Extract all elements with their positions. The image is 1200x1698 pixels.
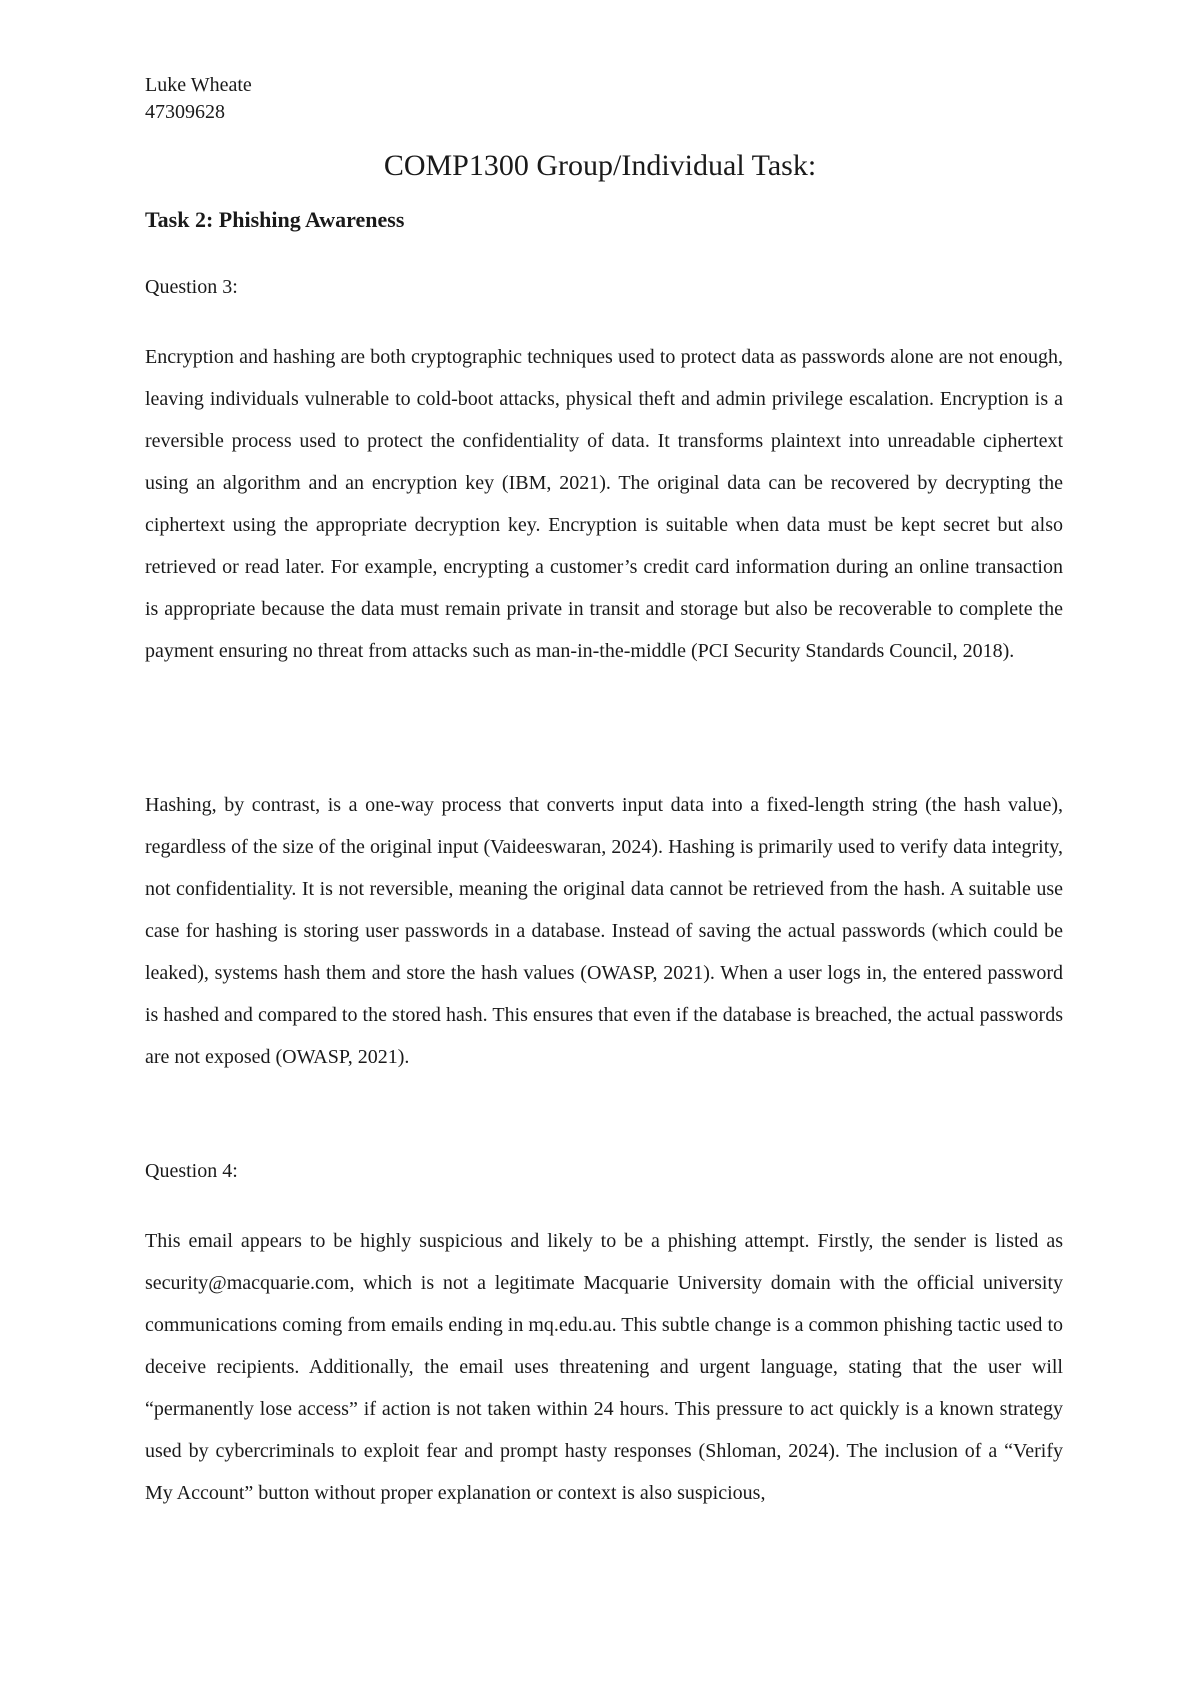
question-3-label: Question 3: [145, 276, 238, 298]
task-heading: Task 2: Phishing Awareness [145, 207, 405, 232]
question-4-label: Question 4: [145, 1160, 238, 1182]
student-id: 47309628 [145, 101, 225, 123]
question-3-paragraph-2: Hashing, by contrast, is a one-way process that converts input data into a fixed-length string (the hash value), regardless of the size of the original input (Vaideeswaran, 2024). Hashing is primarily used to verify data integrity, not confidentiality. It is not reversible, meaning the original data cannot be retrieved from the hash. A suitable use case for hashing is storing user passwords in a database. Instead of saving the actual passwords (which could be leaked), systems hash them and store the hash values (OWASP, 2021). When a user logs in, the entered password is hashed and compared to the stored hash. This ensures that even if the database is breached, the actual passwords are not exposed (OWASP, 2021). [145, 794, 1063, 1068]
author-name: Luke Wheate [145, 74, 252, 96]
question-4-paragraph-1: This email appears to be highly suspicious and likely to be a phishing attempt. Firstly, the sender is listed as security@macquarie.com, which is not a legitimate Macquarie University domain with the official university communications coming from emails ending in mq.edu.au. This subtle change is a common phishing tactic used to deceive recipients. Additionally, the email uses threatening and urgent language, stating that the user will “permanently lose access” if action is not taken within 24 hours. This pressure to act quickly is a known strategy used by cybercriminals to exploit fear and prompt hasty responses (Shloman, 2024). The inclusion of a “Verify My Account” button without proper explanation or context is also suspicious, [145, 1230, 1063, 1504]
author-block [145, 72, 252, 126]
question-3-paragraph-1: Encryption and hashing are both cryptographic techniques used to protect data as passwords alone are not enough, leaving individuals vulnerable to cold-boot attacks, physical theft and admin privilege escalation. Encryption is a reversible process used to protect the confidentiality of data. It transforms plaintext into unreadable ciphertext using an algorithm and an encryption key (IBM, 2021). The original data can be recovered by decrypting the ciphertext using the appropriate decryption key. Encryption is suitable when data must be kept secret but also retrieved or read later. For example, encrypting a customer’s credit card information during an online transaction is appropriate because the data must remain private in transit and storage but also be recoverable to complete the payment ensuring no threat from attacks such as man-in-the-middle (PCI Security Standards Council, 2018). [145, 346, 1063, 662]
document-title: COMP1300 Group/Individual Task: [383, 149, 817, 182]
